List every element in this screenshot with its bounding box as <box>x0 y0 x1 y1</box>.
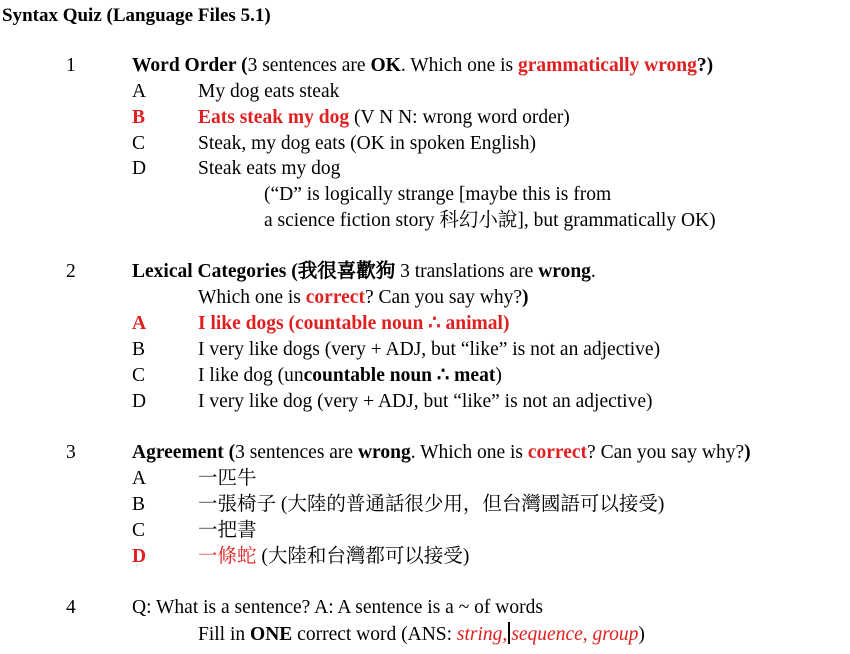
q1-option-a-letter: A <box>132 81 147 102</box>
q2-option-a-letter: A <box>132 313 147 334</box>
q3-text-a: 3 sentences are <box>235 442 358 463</box>
q2-option-c-text <box>198 364 502 388</box>
q4-text-a: Fill in <box>198 624 251 645</box>
question-2-number: 2 <box>66 261 76 282</box>
q1-option-d-letter: D <box>132 158 147 179</box>
q1-option-b-highlight: Eats steak my dog <box>198 107 350 128</box>
question-1-number: 1 <box>66 55 76 76</box>
q2-option-a-text: I like dogs (countable noun ∴ animal) <box>198 313 510 334</box>
q1-text-b: . Which one is <box>400 55 518 76</box>
q1-end: ?) <box>696 55 714 76</box>
q2-option-d-letter: D <box>132 391 147 412</box>
question-1-heading <box>132 54 713 78</box>
q3-text-b: . Which one is <box>410 442 528 463</box>
q3-option-c-text: 一把書 <box>198 520 257 541</box>
q2-option-d-text: I very like dog (very + ADJ, but “like” is not an adjective) <box>198 391 653 412</box>
q3-option-d-letter: D <box>132 546 147 567</box>
text-cursor <box>508 622 510 644</box>
q3-option-a-letter: A <box>132 468 147 489</box>
q3-option-c-letter: C <box>132 520 146 541</box>
q3-option-a-text: 一匹牛 <box>198 468 257 489</box>
question-2-heading <box>132 260 596 284</box>
q2-option-b-text: I very like dogs (very + ADJ, but “like” is not an adjective) <box>198 339 661 360</box>
question-3-number: 3 <box>66 442 76 463</box>
q1-option-c-text: Steak, my dog eats (OK in spoken English) <box>198 133 536 154</box>
q2-period: . <box>590 261 596 282</box>
q1-option-a-text: My dog eats steak <box>198 81 340 102</box>
q3-text-c: ? Can you say why? <box>587 442 745 463</box>
q4-answer-alternatives: sequence, group <box>511 624 639 645</box>
q2-text-a: 3 translations are <box>395 261 539 282</box>
q3-topic: Agreement <box>132 442 224 463</box>
q2-cjk: 我很喜歡狗 <box>297 261 396 282</box>
q1-text-a: 3 sentences are <box>247 55 371 76</box>
q3-end: ) <box>744 442 751 463</box>
q3-option-d-text <box>198 545 469 569</box>
q2-sub-end: ) <box>522 287 529 308</box>
q1-topic: Word Order <box>132 55 237 76</box>
q4-one: ONE <box>250 624 293 645</box>
q3-option-d-rest: (大陸和台灣都可以接受) <box>256 546 470 567</box>
q2-option-c-letter: C <box>132 365 146 386</box>
q1-option-b-letter: B <box>132 107 146 128</box>
question-4-instruction <box>198 622 645 647</box>
q2-correct: correct <box>305 287 365 308</box>
q4-end: ) <box>638 624 645 645</box>
q4-answer-string: string, <box>456 624 508 645</box>
question-4-text: Q: What is a sentence? A: A sentence is a ~ of words <box>132 597 543 618</box>
q1-paren: ( <box>236 55 248 76</box>
q2-topic: Lexical Categories ( <box>132 261 298 282</box>
q3-option-b-text: 一張椅子 (大陸的普通話很少用，但台灣國語可以接受) <box>198 494 665 515</box>
q3-option-d-highlight: 一條蛇 <box>198 546 257 567</box>
q3-option-b-letter: B <box>132 494 146 515</box>
q1-option-c-letter: C <box>132 133 146 154</box>
q4-text-b: correct word (ANS: <box>292 624 457 645</box>
q3-paren: ( <box>223 442 236 463</box>
q1-note-line-2: a science fiction story 科幻小說], but grammatically OK) <box>264 210 716 231</box>
question-3-heading <box>132 441 751 465</box>
q2-option-b-letter: B <box>132 339 146 360</box>
question-4-number: 4 <box>66 597 76 618</box>
q1-ok: OK <box>370 55 401 76</box>
q2-option-c-part-1: I like dog (un <box>198 365 304 386</box>
q1-option-d-text: Steak eats my dog <box>198 158 341 179</box>
page-title: Syntax Quiz (Language Files 5.1) <box>2 5 271 26</box>
q3-correct: correct <box>527 442 588 463</box>
q2-sub-text-a: Which one is <box>198 287 306 308</box>
question-2-subheading <box>198 286 529 310</box>
q1-wrong: grammatically wrong <box>517 55 697 76</box>
q2-option-c-part-3: ) <box>495 365 502 386</box>
q1-note-line-1: (“D” is logically strange [maybe this is from <box>264 184 612 205</box>
q2-option-c-part-2: countable noun ∴ meat <box>303 365 496 386</box>
q1-option-b-text <box>198 106 570 130</box>
q3-wrong: wrong <box>357 442 411 463</box>
q2-wrong: wrong <box>538 261 591 282</box>
q2-sub-text-b: ? Can you say why? <box>364 287 522 308</box>
q1-option-b-rest: (V N N: wrong word order) <box>349 107 570 128</box>
